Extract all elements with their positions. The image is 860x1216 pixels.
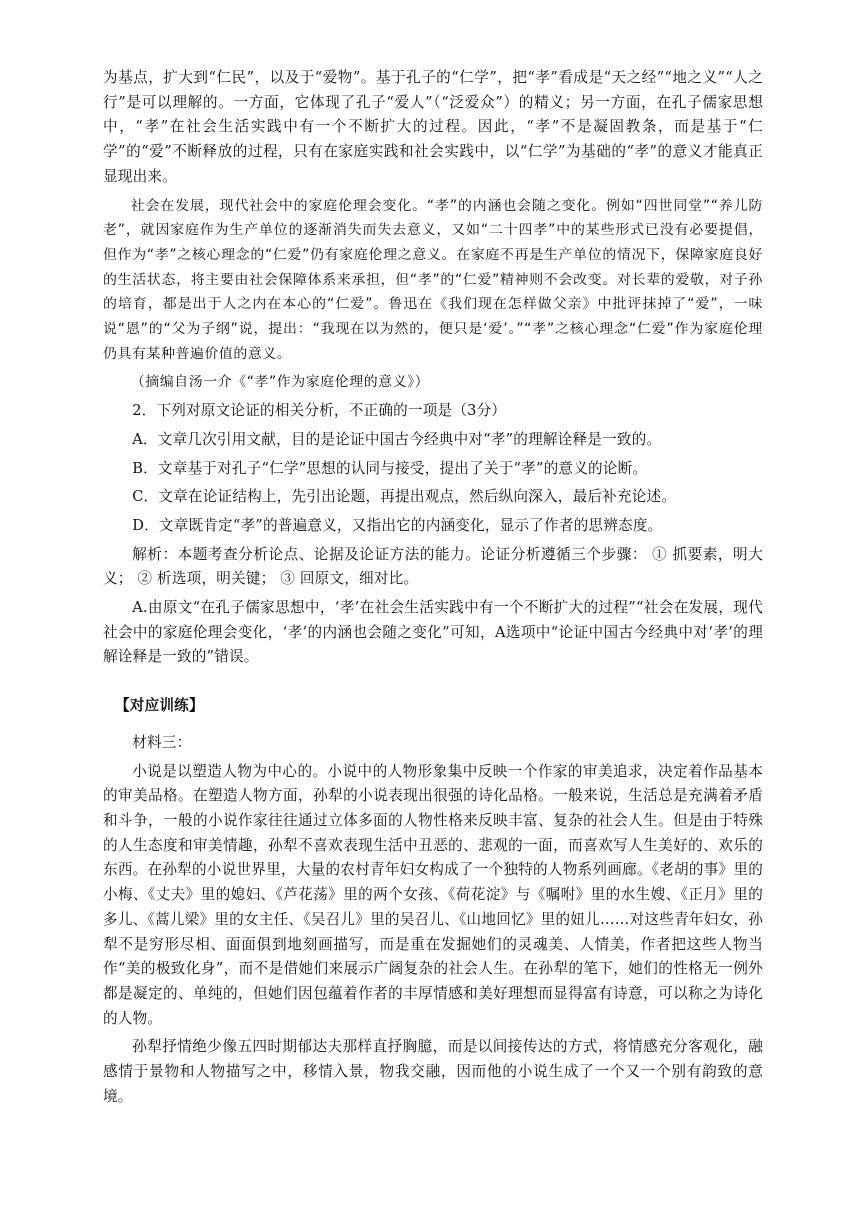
source-note: （摘编自汤一介《“孝”作为家庭伦理的意义》） [130,374,430,391]
document-page [103,66,763,1109]
question-stem: 2．下列对原文论证的相关分析，不正确的一项是（3分） [132,402,507,420]
option-b: B．文章基于对孔子“仁学”思想的认同与接受，提出了关于“孝”的意义的论断。 [132,459,648,477]
option-c: C．文章在论证结构上，先引出论题，再提出观点，然后纵向深入，最后补充论述。 [132,488,677,506]
material-paragraph-1: 小说是以塑造人物为中心的。小说中的人物形象集中反映一个作家的审美追求，决定着作品基本的审美品格。在塑造人物方面，孙犁的小说表现出很强的诗化品格。一般来说，生活总是充满着矛盾和斗争，一般的小说作家往往通过立体多面的人物性格来反映丰富、复杂的社会人生。但是由于特殊的人生态度和审美情趣，孙犁不喜欢表现生活中丑恶的、悲观的一面，而喜欢写人生美好的、欢乐的东西。在孙犁的小说世界里，大量的农村青年妇女构成了一个独特的人物系列画廊。《老胡的事》里的小梅、《丈夫》里的媳妇、《芦花荡》里的两个女孩、《荷花淀》与《嘱咐》里的水生嫂、《正月》里的多儿、《蒿儿梁》里的女主任、《吴召儿》里的吴召儿、《山地回忆》里的妞儿……对这些青年妇女，孙犁不是穷形尽相、面面俱到地刻画描写，而是重在发掘她们的灵魂美、人情美，作者把这些人物当作“美的极致化身”，而不是借她们来展示广阔复杂的社会人生。在孙犁的笔下，她们的性格无一例外都是凝定的、单纯的，但她们因包蕴着作者的丰厚情感和美好理想而显得富有诗意，可以称之为诗化的人物。 [103,762,763,1027]
passage-paragraph-2: 社会在发展，现代社会中的家庭伦理会变化。“孝”的内涵也会随之变化。例如“四世同堂”“养儿防老”，就因家庭作为生产单位的逐渐消失而失去意义，又如“二十四孝”中的某些形式已没有必要提倡，但作为“孝”之核心理念的“仁爱”仍有家庭伦理之意义。在家庭不再是生产单位的情况下，保障家庭良好的生活状态，将主要由社会保障体系来承担，但“孝”的“仁爱”精神则不会改变。对长辈的爱敬，对子孙的培育，都是出于人之内在本心的“仁爱”。鲁迅在《我们现在怎样做父亲》中批评抹掉了“爱”，一味说“恩”的“父为子纲”说，提出：“我现在以为然的，便只是‘爱’。”“孝”之核心理念“仁爱”作为家庭伦理仍具有某种普遍价值的意义。 [103,197,763,362]
analysis-paragraph-2: A.由原文“在孔子儒家思想中，‘孝’在社会生活实践中有一个不断扩大的过程”“社会在发展，现代社会中的家庭伦理会变化，‘孝’的内涵也会随之变化”可知，A选项中“论证中国古今经典中对‘孝’的理解诠释是一致的”错误。 [103,599,763,666]
option-a: A．文章几次引用文献，目的是论证中国古今经典中对“孝”的理解诠释是一致的。 [132,430,662,448]
passage-paragraph-1: 为基点，扩大到“仁民”，以及于“爱物”。基于孔子的“仁学”，把“孝”看成是“天之经”“地之义”“人之行”是可以理解的。一方面，它体现了孔子“爱人”（“泛爱众”）的精义；另一方面，在孔子儒家思想中，“孝”在社会生活实践中有一个不断扩大的过程。因此，“孝”不是凝固教条，而是基于“仁学”的“爱”不断释放的过程，只有在家庭实践和社会实践中，以“仁学”为基础的“孝”的意义才能真正显现出来。 [103,69,763,185]
analysis-paragraph-1: 解析：本题考查分析论点、论据及论证方法的能力。论证分析遵循三个步骤： ① 抓要素，明大义； ② 析选项，明关键； ③ 回原文，细对比。 [103,545,763,588]
material-paragraph-2: 孙犁抒情绝少像五四时期郁达夫那样直抒胸臆，而是以间接传达的方式，将情感充分客观化，融感情于景物和人物描写之中，移情入景，物我交融，因而他的小说生成了一个又一个别有韵致的意境。 [103,1038,763,1105]
option-d: D．文章既肯定“孝”的普遍意义，又指出它的内涵变化，显示了作者的思辨态度。 [132,516,663,534]
section-heading: 【对应训练】 [115,697,204,715]
material-label: 材料三： [132,733,192,751]
